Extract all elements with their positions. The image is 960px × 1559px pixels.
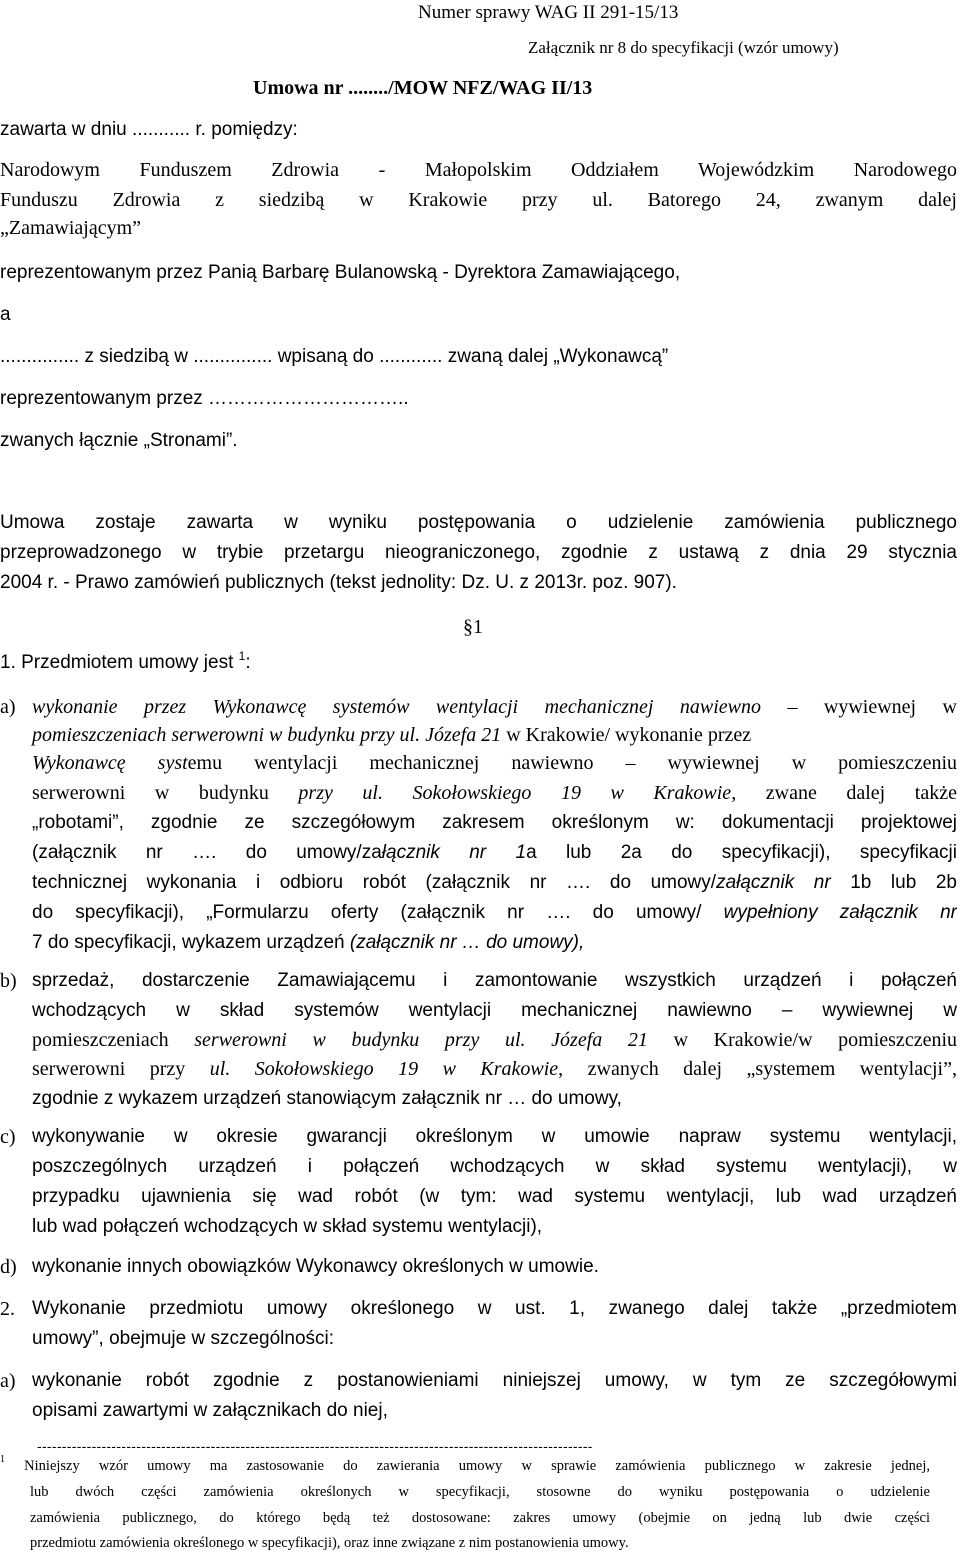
point-1-label: 1. Przedmiotem umowy jest <box>0 652 239 673</box>
item-a-line-6: (załącznik nr …. do umowy/załącznik nr 1a lub 2a do specyfikacji), specyfikacji <box>32 842 957 863</box>
footnote-line-2: lub dwóch części zamówienia określonych w specyfikacji, stosowne do wyniku postępowania o udzielenie <box>30 1484 930 1500</box>
item-b-line-2: wchodzących w skład systemów wentylacji mechanicznej nawiewno – wywiewnej w <box>32 1000 957 1021</box>
item-a-line-8: do specyfikacji), „Formularzu oferty (załącznik nr …. do umowy/ wypełniony załącznik nr <box>32 902 957 923</box>
footnote-mark: 1 <box>0 1454 5 1465</box>
item-a-line-7: technicznej wykonania i odbioru robót (załącznik nr …. do umowy/załącznik nr 1b lub 2b <box>32 872 957 893</box>
item-d-marker: d) <box>0 1256 17 1278</box>
item-b-line-1: sprzedaż, dostarczenie Zamawiającemu i zamontowanie wszystkich urządzeń i połączeń <box>32 970 957 991</box>
annex-note: Załącznik nr 8 do specyfikacji (wzór umowy) <box>528 38 839 57</box>
intro-line-2: przeprowadzonego w trybie przetargu nieograniczonego, zgodnie z ustawą z dnia 29 stycznia <box>0 542 957 563</box>
zamawiajacy-line-3: „Zamawiającym” <box>0 217 142 239</box>
footnote-line-4: przedmiotu zamówienia określonego w specyfikacji), oraz inne związane z nim postanowienia umowy. <box>30 1535 629 1551</box>
footnote-line-3: zamówienia publicznego, do którego będą też dostosowane: zakres umowy (obejmie on jedną lub dwie części <box>30 1510 930 1526</box>
item-c-marker: c) <box>0 1126 16 1148</box>
item-a-marker: a) <box>0 696 16 718</box>
item-a-line-4: serwerowni w budynku przy ul. Sokołowskiego 19 w Krakowie, zwane dalej także <box>32 782 957 804</box>
zamawiajacy-line-1: Narodowym Funduszem Zdrowia - Małopolskim Oddziałem Wojewódzkim Narodowego <box>0 159 957 181</box>
wykonawca-line: ............... z siedzibą w ............... wpisaną do ............ zwaną dalej „Wykonawcą” <box>0 346 669 367</box>
zamawiajacy-line-2: Funduszu Zdrowia z siedzibą w Krakowie przy ul. Batorego 24, zwanym dalej <box>0 189 957 211</box>
point-1-colon: : <box>245 652 251 673</box>
item-b-line-3: pomieszczeniach serwerowni w budynku przy ul. Józefa 21 w Krakowie/w pomieszczeniu <box>32 1029 957 1051</box>
item-a-line-9: 7 do specyfikacji, wykazem urządzeń (załącznik nr … do umowy), <box>32 932 585 953</box>
section-symbol: §1 <box>463 616 483 638</box>
intro-line-3: 2004 r. - Prawo zamówień publicznych (tekst jednolity: Dz. U. z 2013r. poz. 907). <box>0 572 677 593</box>
parties-jointly: zwanych łącznie „Stronami”. <box>0 430 238 451</box>
point-2-line-1: Wykonanie przedmiotu umowy określonego w ust. 1, zwanego dalej także „przedmiotem <box>32 1298 957 1319</box>
point-2-line-2: umowy”, obejmuje w szczególności: <box>32 1328 335 1349</box>
represented-by: reprezentowanym przez Panią Barbarę Bulanowską - Dyrektora Zamawiającego, <box>0 262 681 283</box>
point-1-heading <box>0 649 251 674</box>
concluded-on: zawarta w dniu ........... r. pomiędzy: <box>0 119 298 140</box>
point-2-a-line-2: opisami zawartymi w załącznikach do niej, <box>32 1400 388 1421</box>
contract-title: Umowa nr ......../MOW NFZ/WAG II/13 <box>253 77 593 99</box>
point-2-marker: 2. <box>0 1298 15 1320</box>
item-c-line-1: wykonywanie w okresie gwarancji określonym w umowie napraw systemu wentylacji, <box>32 1126 957 1147</box>
item-a-line-5: „robotami”, zgodnie ze szczegółowym zakresem określonym w: dokumentacji projektowej <box>32 812 957 833</box>
item-a-line-1: wykonanie przez Wykonawcę systemów wentylacji mechanicznej nawiewno – wywiewnej w <box>32 696 957 718</box>
footnote-separator: ---------------------------------------------------------------------------------------------------------------- <box>37 1438 593 1454</box>
item-d-line-1: wykonanie innych obowiązków Wykonawcy określonych w umowie. <box>32 1256 599 1277</box>
intro-line-1: Umowa zostaje zawarta w wyniku postępowania o udzielenie zamówienia publicznego <box>0 512 957 533</box>
item-c-line-3: przypadku ujawnienia się wad robót (w tym: wad systemu wentylacji, lub wad urządzeń <box>32 1186 957 1207</box>
item-b-line-4: serwerowni przy ul. Sokołowskiego 19 w Krakowie, zwanych dalej „systemem wentylacji”, <box>32 1058 957 1080</box>
item-c-line-2: poszczególnych urządzeń i połączeń wchodzących w skład systemu wentylacji), w <box>32 1156 957 1177</box>
item-b-marker: b) <box>0 970 17 992</box>
point-2-a-line-1: wykonanie robót zgodnie z postanowieniami niniejszej umowy, w tym ze szczegółowymi <box>32 1370 957 1391</box>
case-number: Numer sprawy WAG II 291-15/13 <box>418 2 679 23</box>
wykonawca-representative: reprezentowanym przez ………………………….. <box>0 388 409 409</box>
footnote-line-1: $^1$ Niniejszy wzór umowy ma zastosowanie do zawierania umowy w sprawie zamówienia publicznego w zakresie jednej, <box>0 1454 930 1474</box>
footnote-ref: 1 <box>238 649 246 663</box>
item-a-line-3: Wykonawcę systemu wentylacji mechanicznej nawiewno – wywiewnej w pomieszczeniu <box>32 752 957 774</box>
item-b-line-5: zgodnie z wykazem urządzeń stanowiącym załącznik nr … do umowy, <box>32 1088 622 1109</box>
point-2-a-marker: a) <box>0 1370 16 1392</box>
and-label: a <box>0 304 11 325</box>
item-a-line-2: pomieszczeniach serwerowni w budynku przy ul. Józefa 21 w Krakowie/ wykonanie przez <box>32 724 752 746</box>
item-c-line-4: lub wad połączeń wchodzących w skład systemu wentylacji), <box>32 1216 543 1237</box>
